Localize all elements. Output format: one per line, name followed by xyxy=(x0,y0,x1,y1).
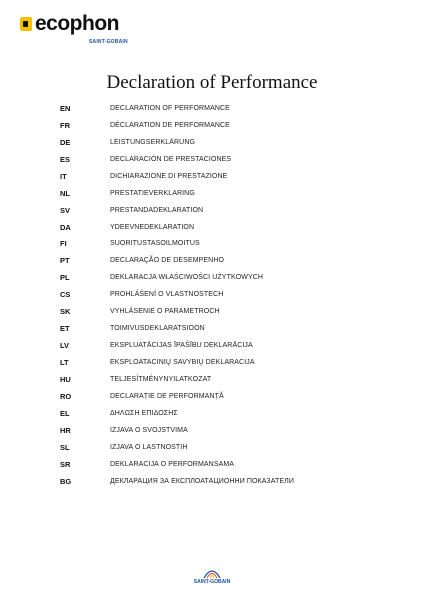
language-title: DEKLARACIJA O PERFORMANSAMA xyxy=(110,460,235,468)
language-title: DECLARAȚIE DE PERFORMANȚĂ xyxy=(110,392,224,400)
language-title: PRESTANDADEKLARATION xyxy=(110,206,204,214)
language-title: LEISTUNGSERKLÄRUNG xyxy=(110,138,196,146)
language-title: EKSPLOATACINIŲ SAVYBIŲ DEKLARACIJA xyxy=(110,359,255,367)
language-list xyxy=(60,100,390,490)
list-item xyxy=(60,202,390,219)
list-item xyxy=(60,320,390,337)
list-item xyxy=(60,388,390,405)
list-item xyxy=(60,168,390,185)
language-code: CS xyxy=(60,290,71,300)
list-item xyxy=(60,473,390,490)
language-code: SL xyxy=(60,442,70,452)
language-title: IZJAVA O LASTNOSTIH xyxy=(110,443,188,451)
language-code: IT xyxy=(60,171,67,181)
language-code: HR xyxy=(60,425,71,435)
language-code: FR xyxy=(60,120,70,130)
language-code: SK xyxy=(60,307,71,317)
language-title: DEKLARACJA WŁAŚCIWOŚCI UŻYTKOWYCH xyxy=(110,274,264,282)
list-item xyxy=(60,219,390,236)
language-code: EN xyxy=(60,103,71,113)
language-title: SUORITUSTASOILMOITUS xyxy=(110,240,200,248)
list-item xyxy=(60,151,390,168)
list-item xyxy=(60,371,390,388)
list-item xyxy=(60,269,390,286)
saint-gobain-arch-icon xyxy=(203,566,221,578)
list-item xyxy=(60,439,390,456)
language-code: DA xyxy=(60,222,71,232)
list-item xyxy=(60,185,390,202)
list-item xyxy=(60,405,390,422)
language-code: ES xyxy=(60,154,71,164)
language-code: BG xyxy=(60,476,72,486)
language-code: LT xyxy=(60,358,69,368)
language-code: RO xyxy=(60,391,72,401)
language-title: DÉCLARATION DE PERFORMANCE xyxy=(110,121,230,129)
language-title: PRESTATIEVERKLARING xyxy=(110,189,195,197)
language-code: HU xyxy=(60,374,71,384)
language-code: LV xyxy=(60,341,70,351)
list-item xyxy=(60,303,390,320)
language-title: ΔΗΛΩΣΗ ΕΠΙΔΟΣΗΣ xyxy=(110,409,178,417)
brand-subtitle: SAINT-GOBAIN xyxy=(89,39,128,45)
list-item xyxy=(60,422,390,439)
language-title: PROHLÁŠENÍ O VLASTNOSTECH xyxy=(110,291,224,299)
list-item xyxy=(60,354,390,371)
language-title: TOIMIVUSDEKLARATSIOON xyxy=(110,325,205,333)
language-title: TELJESÍTMÉNYNYILATKOZAT xyxy=(110,375,212,383)
footer-brand: SAINT-GOBAIN xyxy=(193,579,231,585)
saint-gobain-logo xyxy=(190,566,234,590)
language-code: NL xyxy=(60,188,70,198)
language-title: EKSPLUATĀCIJAS ĪPAŠĪBU DEKLARĀCIJA xyxy=(110,342,253,350)
language-code: EL xyxy=(60,408,70,418)
language-code: PL xyxy=(60,273,70,283)
list-item xyxy=(60,134,390,151)
language-title: IZJAVA O SVOJSTVIMA xyxy=(110,426,188,434)
language-title: YDEEVNEDEKLARATION xyxy=(110,223,195,231)
list-item xyxy=(60,252,390,269)
language-title: DECLARAÇÃO DE DESEMPENHO xyxy=(110,257,225,265)
ecophon-logo xyxy=(20,12,140,48)
language-code: FI xyxy=(60,239,67,249)
language-title: DECLARACIÓN DE PRESTACIONES xyxy=(110,155,232,163)
language-code: SV xyxy=(60,205,71,215)
language-title: ДЕКЛАРАЦИЯ ЗА ЕКСПЛОАТАЦИОННИ ПОКАЗАТЕЛИ xyxy=(110,477,294,485)
language-title: VYHLÁSENIE O PARAMETROCH xyxy=(110,308,220,316)
language-title: DECLARATION OF PERFORMANCE xyxy=(110,104,230,112)
list-item xyxy=(60,236,390,253)
list-item xyxy=(60,100,390,117)
language-title: DICHIARAZIONE DI PRESTAZIONE xyxy=(110,172,228,180)
list-item xyxy=(60,337,390,354)
language-code: SR xyxy=(60,459,71,469)
language-code: ET xyxy=(60,324,70,334)
ecophon-logo-mark-icon xyxy=(20,17,32,31)
list-item xyxy=(60,117,390,134)
list-item xyxy=(60,286,390,303)
brand-name: ecophon xyxy=(35,12,119,35)
page-title: Declaration of Performance xyxy=(106,72,318,93)
language-code: PT xyxy=(60,256,70,266)
language-code: DE xyxy=(60,137,71,147)
list-item xyxy=(60,456,390,473)
